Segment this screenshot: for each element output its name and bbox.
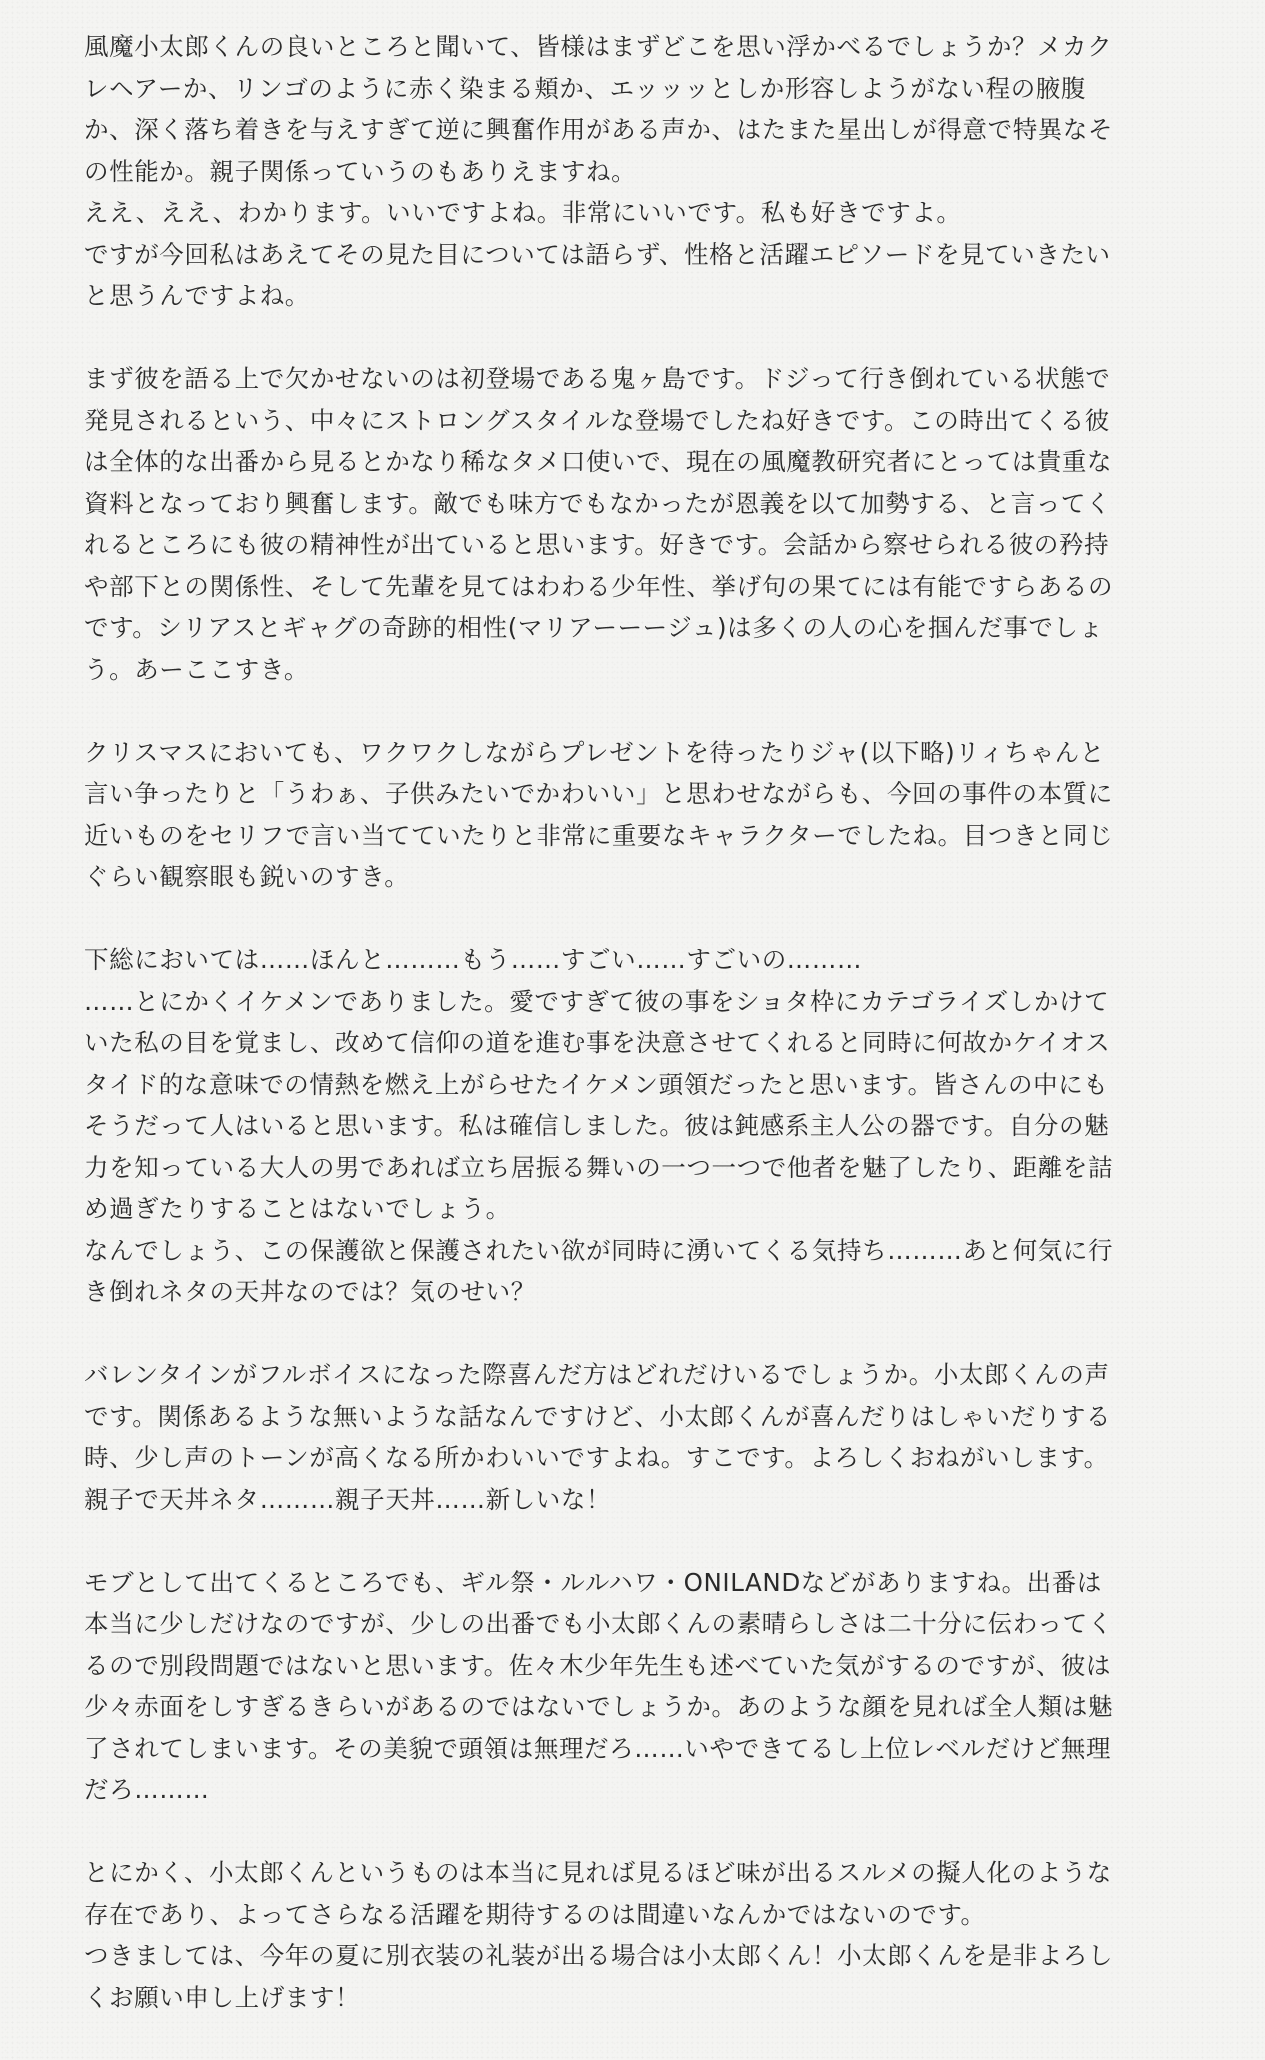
text-line: 本当に少しだけなのですが、少しの出番でも小太郎くんの素晴らしさは二十分に伝わってく <box>84 1609 1113 1638</box>
text-line: 時、少し声のトーンが高くなる所かわいいですよね。すこです。よろしくおねがいします。 <box>84 1443 1109 1472</box>
paragraph-3 <box>84 732 1184 898</box>
text-line: ……とにかくイケメンでありました。愛ですぎて彼の事をショタ枠にカテゴライズしかけて <box>84 986 1110 1016</box>
text-line: ぐらい観察眼も鋭いのすき。 <box>84 862 410 891</box>
text-line: まず彼を語る上で欠かせないのは初登場である鬼ヶ島です。ドジって行き倒れている状態で <box>84 364 1111 393</box>
paragraph-5 <box>84 1354 1184 1520</box>
paragraph-6 <box>84 1562 1184 1811</box>
text-line: クリスマスにおいても、ワクワクしながらプレゼントを待ったりジャ(以下略)リィちゃんと <box>84 737 1105 767</box>
text-line: や部下との関係性、そして先輩を見てはわわる少年性、挙げ句の果てには有能ですらあるの <box>84 571 1114 601</box>
text-line: だろ……… <box>84 1775 210 1804</box>
text-line: なんでしょう、この保護欲と保護されたい欲が同時に湧いてくる気持ち………あと何気に行 <box>84 1235 1114 1265</box>
text-line: 親子で天丼ネタ………親子天丼……新しいな！ <box>84 1484 612 1514</box>
text-line: れるところにも彼の精神性が出ていると思います。好きです。会話から察せられる彼の矜持 <box>84 530 1110 559</box>
paragraph-7 <box>84 1852 1184 2018</box>
text-line: う。あーここすき。 <box>84 654 309 684</box>
text-line: タイド的な意味での情熱を燃え上がらせたイケメン頭領だったと思います。皆さんの中にも <box>84 1069 1109 1099</box>
text-line: 資料となっており興奮します。敵でも味方でもなかったが恩義を以て加勢する、と言ってく <box>84 488 1112 518</box>
text-line: 了されてしまいます。その美貌で頭領は無理だろ……いやできてるし上位レベルだけど無理 <box>84 1733 1112 1763</box>
text-line: 発見されるという、中々にストロングスタイルな登場でしたね好きです。この時出てくる彼 <box>84 405 1110 435</box>
text-line: そうだって人はいると思います。私は確信しました。彼は鈍感系主人公の器です。自分の魅 <box>84 1111 1110 1140</box>
text-line: レヘアーか、リンゴのように赤く染まる頬か、エッッッとしか形容しようがない程の腋腹 <box>84 73 1087 103</box>
paragraph-4 <box>84 939 1184 1313</box>
text-line: モブとして出てくるところでも、ギル祭・ルルハワ・ONILANDなどがありますね。出番は <box>84 1567 1102 1597</box>
text-line: つきましては、今年の夏に別衣装の礼装が出る場合は小太郎くん！小太郎くんを是非よろし <box>84 1941 1114 1970</box>
text-line: くお願い申し上げます！ <box>84 1982 361 2012</box>
text-line: の性能か。親子関係っていうのもありえますね。 <box>84 156 637 186</box>
text-line: いた私の目を覚まし、改めて信仰の道を進む事を決意させてくれると同時に何故かケイオス <box>84 1028 1111 1057</box>
text-line: め過ぎたりすることはないでしょう。 <box>84 1194 511 1223</box>
text-line: と思うんですよね。 <box>84 281 310 310</box>
text-line: は全体的な出番から見るとかなり稀なタメ口使いで、現在の風魔教研究者にとっては貴重な <box>84 447 1113 476</box>
text-line: 言い争ったりと「うわぁ、子供みたいでかわいい」と思わせながらも、今回の事件の本質に <box>84 779 1113 808</box>
text-line: 力を知っている大人の男であれば立ち居振る舞いの一つ一つで他者を魅了したり、距離を詰 <box>84 1152 1114 1182</box>
text-line: 下総においては……ほんと………もう……すごい……すごいの……… <box>84 945 863 974</box>
text-line: き倒れネタの天丼なのでは？気のせい？ <box>84 1277 536 1306</box>
text-line: か、深く落ち着きを与えすぎて逆に興奮作用がある声か、はたまた星出しが得意で特異なそ <box>84 115 1114 144</box>
text-line: です。関係あるような無いような話なんですけど、小太郎くんが喜んだりはしゃいだりする <box>84 1401 1112 1431</box>
text-line: です。シリアスとギャグの奇跡的相性(マリアーーージュ)は多くの人の心を掴んだ事でしょ <box>84 613 1104 642</box>
text-line: バレンタインがフルボイスになった際喜んだ方はどれだけいるでしょうか。小太郎くんの声 <box>84 1360 1110 1389</box>
text-line: 風魔小太郎くんの良いところと聞いて、皆様はまずどこを思い浮かべるでしょうか？メカク <box>84 32 1113 61</box>
text-line: るので別段問題ではないと思います。佐々木少年先生も述べていた気がするのですが、彼は <box>84 1650 1112 1680</box>
text-line: 存在であり、よってさらなる活躍を期待するのは間違いなんかではないのです。 <box>84 1899 986 1929</box>
paragraph-2 <box>84 358 1184 690</box>
text-line: とにかく、小太郎くんというものは本当に見れば見るほど味が出るスルメの擬人化のような <box>84 1858 1112 1887</box>
essay-text <box>84 26 1184 2060</box>
text-line: ですが今回私はあえてその見た目については語らず、性格と活躍エピソードを見ていきたい <box>84 239 1111 269</box>
text-line: 近いものをセリフで言い当てていたりと非常に重要なキャラクターでしたね。目つきと同じ <box>84 820 1114 850</box>
text-line: ええ、ええ、わかります。いいですよね。非常にいいです。私も好きですよ。 <box>84 198 962 227</box>
paragraph-1 <box>84 26 1184 317</box>
text-line: 少々赤面をしすぎるきらいがあるのではないでしょうか。あのような顔を見れば全人類は魅 <box>84 1692 1114 1721</box>
